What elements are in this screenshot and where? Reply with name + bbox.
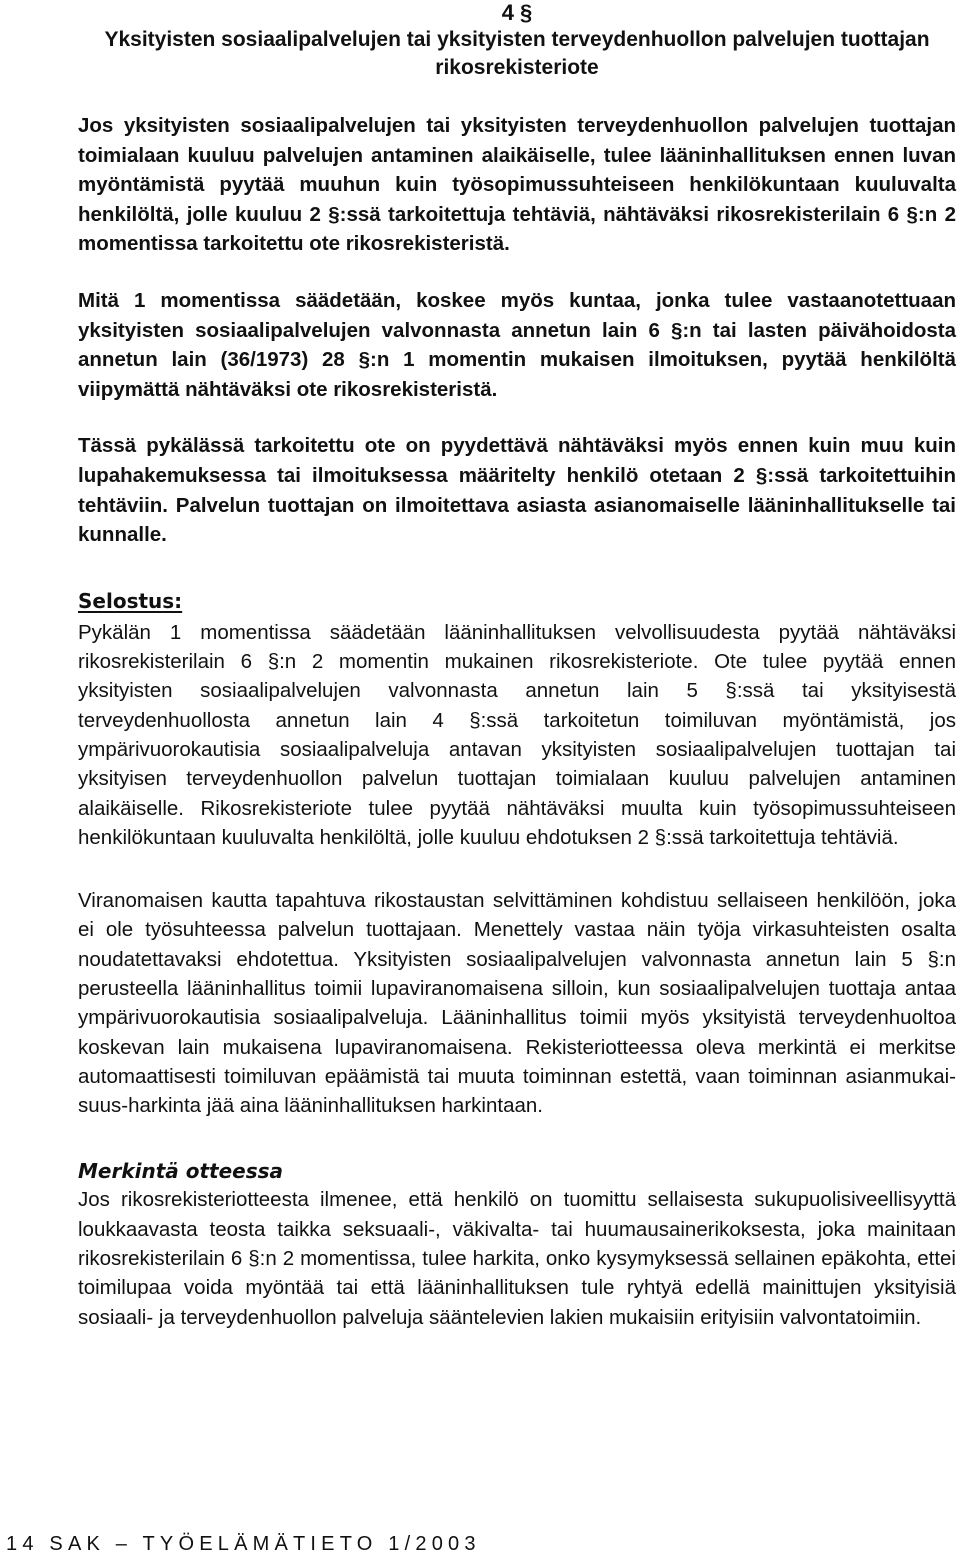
document-page (78, 0, 956, 1332)
law-paragraph-2: Mitä 1 momentissa säädetään, koskee myös kuntaa, jonka tulee vastaanotettuaan yksityisten sosiaalipalvelujen valvonnasta annetun lain 6 §:n tai lasten päivähoidosta annetun lain (36/1973) 28 §:n 1 momentin mukaisen ilmoituksen, pyytää henkilöltä viipymättä nähtäväksi ote rikosrekisteristä. (78, 288, 956, 401)
page-footer: 14 SAK – TYÖELÄMÄTIETO 1/2003 (6, 1533, 481, 1555)
section-number: 4 § (501, 0, 533, 25)
section-title: Yksityisten sosiaalipalvelujen tai yksityisten terveydenhuollon palvelujen tuottajan rikosrekisteriote (104, 28, 930, 79)
law-paragraph-3: Tässä pykälässä tarkoitettu ote on pyydettävä nähtäväksi myös ennen kuin muu kuin lupahakemuksessa tai ilmoituksessa määritelty henkilö otetaan 2 §:ssä tarkoitettuihin tehtäviin. Palvelun tuottajan on ilmoitettava asiasta asianomaiselle lääninhallitukselle tai kunnalle. (78, 434, 956, 547)
section-heading (78, 0, 956, 82)
law-paragraph-1: Jos yksityisten sosiaalipalvelujen tai yksityisten terveydenhuollon palvelujen tuottajan toimialaan kuuluu palvelujen antaminen alaikäiselle, tulee lääninhallituksen ennen luvan myöntämistä pyytää muuhun kuin työsopimussuhteiseen henkilökuntaan kuuluvalta henkilöltä, jolle kuuluu 2 §:ssä tarkoitettuja tehtäviä, nähtäväksi rikosrekisterilain 6 §:n 2 momentissa tarkoitettu ote rikosrekisteristä. (78, 114, 956, 256)
merkinta-paragraph: Jos rikosrekisteriotteesta ilmenee, että henkilö on tuomittu sellaisesta sukupuolisiveellisyyttä loukkaavasta teosta taikka seksuaali-, väkivalta- tai huumausainerikoksesta, joka mainitaan rikosrekisterilain 6 §:n 2 momentissa, tulee harkita, onko kysymyksessä sellainen epäkohta, ettei toimilupaa voida myöntää tai että lääninhallituksen tule ryhtyä edellä mainittujen yksityisiä sosiaali- ja terveydenhuollon palveluja sääntelevien lakien mukaisiin erityisiin valvontatoimiin. (78, 1188, 956, 1329)
merkinta-heading: Merkintä otteessa (78, 1159, 284, 1184)
selostus-paragraph-1: Pykälän 1 momentissa säädetään lääninhallituksen velvollisuudesta pyytää nähtäväksi rikosrekisterilain 6 §:n 2 momentin mukainen rikosrekisteriote. Ote tulee pyytää ennen yksityisten sosiaalipalvelujen valvonnasta annetun lain 5 §:ssä tai yksityisestä terveydenhuollosta annetun lain 4 §:ssä tarkoitetun toimiluvan myöntämistä, jos ympärivuorokautisia sosiaalipalveluja antavan yksityisten sosiaalipalvelujen tuottajan tai yksityisen terveydenhuollon palvelun tuottajan toimialaan kuuluu palvelujen antaminen alaikäiselle. Rikosrekisteriote tulee pyytää nähtäväksi muulta kuin työsopimussuhteiseen henkilökuntaan kuuluvalta henkilöltä, jolle kuuluu ehdotuksen 2 §:ssä tarkoitettuja tehtäviä. (78, 620, 956, 849)
selostus-heading: Selostus: (78, 588, 183, 613)
selostus-paragraph-2: Viranomaisen kautta tapahtuva rikostaustan selvittäminen kohdistuu sellaiseen henkilöön, joka ei ole työsuhteessa palvelun tuottajaan. Menettely vastaa näin työja virkasuhteisten osalta noudatettavaksi ehdotettua. Yksityisten sosiaalipalvelujen valvonnasta annetun lain 5 §:n perusteella lääninhallitus toimii lupaviranomaisena silloin, kun sosiaalipalvelujen tuottaja antaa ympärivuorokautisia sosiaalipalveluja. Lääninhallitus toimii myös yksityistä terveydenhuoltoa koskevan lain mukaisena lupaviranomaisena. Rekisteriotteessa oleva merkintä ei merkitse automaattisesti toimiluvan epäämistä tai muuta toiminnan estettä, vaan toiminnan asianmukaisuus-harkinta jää aina lääninhallituksen harkintaan. (78, 889, 956, 1118)
